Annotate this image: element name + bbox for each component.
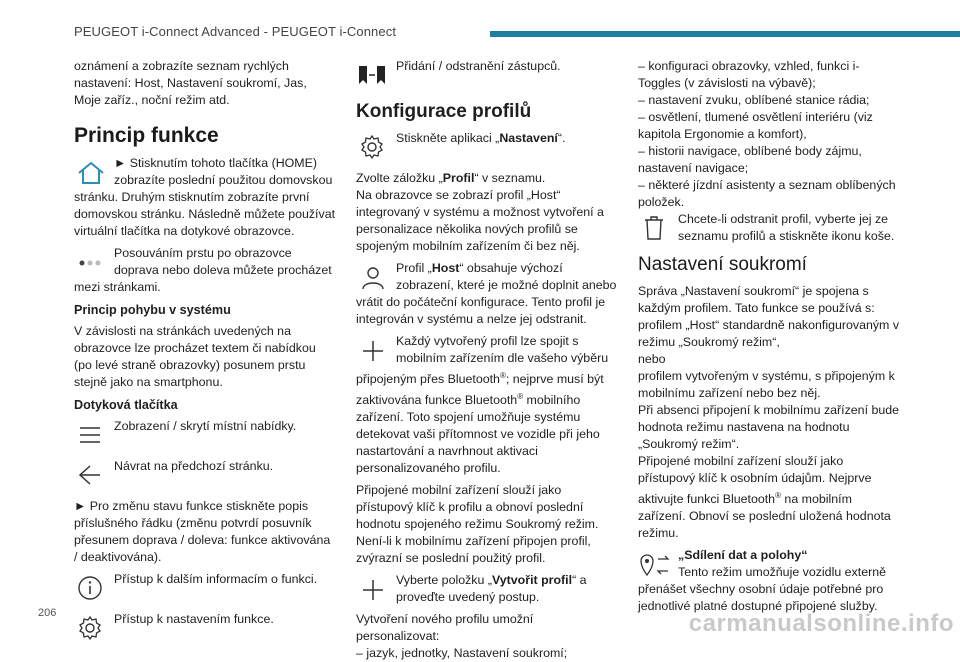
connected-device-paragraph: Připojené mobilní zařízení slouží jako přístupový klíč k profilu a obnoví poslední hodnotu spojeného režimu Soukromý režim.	[356, 483, 599, 532]
subheading-navigation: Princip pohybu v systému	[74, 303, 231, 317]
swipe-text: Posouváním prstu po obrazovce doprava nebo doleva můžete procházet mezi stránkami.	[74, 246, 332, 294]
subheading-touch-buttons: Dotyková tlačítka	[74, 398, 178, 412]
trash-icon	[638, 213, 670, 243]
section-heading-privacy: Nastavení soukromí	[638, 254, 807, 275]
intro-paragraph: oznámení a zobrazíte seznam rychlých nastavení: Host, Nastavení soukromí, Jas, Moje zaříz., noční režim atd.	[74, 59, 307, 107]
column-3	[638, 58, 900, 620]
host-profile-paragraph: Profil „Host“ obsahuje výchozí zobrazení, které je možné doplnit anebo vrátit do počáteční konfigurace. Tento profil je integrován v systému a nelze jej odstranit.	[356, 261, 617, 326]
share-data-paragraph: „Sdílení dat a polohy“ Tento režim umožňuje vozidlu externě přenášet všechny osobní údaje potřebné pro jednotlivé platné dostupné připojené služby.	[638, 548, 886, 614]
shortcut-row	[356, 58, 618, 92]
header-title: PEUGEOT i-Connect Advanced - PEUGEOT i-Connect	[74, 24, 397, 39]
page-dots-icon	[74, 247, 108, 279]
plus-icon	[356, 335, 390, 367]
section-heading-principle: Princip funkce	[74, 124, 219, 147]
personalize-item-1: – jazyk, jednotky, Nastavení soukromí;	[356, 646, 568, 661]
menu-row	[74, 418, 336, 452]
page-number: 206	[38, 607, 57, 619]
privacy-paragraph-5: Při absenci připojení k mobilnímu zařízení bude hodnota režimu nastavena na hodnotu „Soukromý režim“.	[638, 403, 900, 451]
back-arrow-icon	[74, 460, 106, 490]
personalize-item-3: – nastavení zvuku, oblíbené stanice rádia;	[638, 93, 870, 107]
settings-app-row	[356, 130, 618, 164]
personalize-item-2: – konfiguraci obrazovky, vzhled, funkci i-Toggles (v závislosti na výbavě);	[638, 59, 860, 90]
column-2	[356, 58, 618, 662]
toggle-paragraph: ► Pro změnu stavu funkce stiskněte popis příslušného řádku (změnu potvrdí posuvník přesunem doprava / doleva: funkce aktivována / deaktivována).	[74, 499, 331, 564]
personalize-item-6: – některé jízdní asistenty a seznam oblíbených položek.	[638, 178, 896, 209]
gear-icon	[356, 132, 388, 162]
privacy-paragraph-2: profilem „Host“ standardně nakonfigurovaným v režimu „Soukromý režim“,	[638, 318, 900, 349]
profile-tab-text: Zvolte záložku „Profil“ v seznamu.	[356, 171, 546, 185]
back-text: Návrat na předchozí stránku.	[114, 459, 274, 473]
column-1	[74, 58, 336, 651]
menu-text: Zobrazení / skrytí místní nabídky.	[114, 419, 297, 433]
info-text: Přístup k dalším informacím o funkci.	[114, 572, 318, 586]
host-intro-paragraph: Na obrazovce se zobrazí profil „Host“ integrovaný v systému a možnost vytvoření a personalizace několika nových profilů se spojeným mobilním zařízením či bez něj.	[356, 188, 604, 253]
bookmark-shortcut-icon	[356, 60, 388, 90]
home-paragraph	[74, 155, 336, 240]
plus-icon	[356, 574, 390, 606]
create-profile-paragraph: Vyberte položku „Vytvořit profil“ a proveďte uvedený postup.	[356, 572, 618, 606]
header-accent-bar	[490, 31, 960, 37]
location-share-icon	[638, 549, 672, 581]
personalize-item-4: – osvětlení, tlumené osvětlení interiéru (viz kapitola Ergonomie a komfort),	[638, 110, 873, 141]
no-device-paragraph: Není-li k mobilnímu zařízení připojen profil, zvýrazní se poslední použitý profil.	[356, 534, 591, 566]
section-heading-profiles: Konfigurace profilů	[356, 101, 532, 122]
shortcut-text: Přidání / odstranění zástupců.	[396, 59, 561, 73]
personalize-item-5: – historii navigace, oblíbené body zájmu, nastavení navigace;	[638, 144, 862, 175]
home-text: ► Stisknutím tohoto tlačítka (HOME) zobrazíte poslední použitou domovskou stránku. Druhým stisknutím zobrazíte první domovskou stránku. Následně můžete používat virtuální tlačítka na dotykové obrazovce.	[74, 156, 336, 238]
back-row	[74, 458, 336, 492]
privacy-paragraph-1: Správa „Nastavení soukromí“ je spojena s každým profilem. Tato funkce se používá s:	[638, 284, 875, 315]
info-icon	[74, 573, 106, 603]
watermark: carmanualsonline.info	[688, 610, 954, 637]
user-profile-icon	[356, 262, 390, 294]
gear-icon	[74, 613, 106, 643]
info-row	[74, 571, 336, 605]
delete-profile-row	[638, 211, 900, 245]
privacy-paragraph-6: Připojené mobilní zařízení slouží jako přístupový klíč k osobním údajům. Nejprve aktivujte funkci Bluetooth® na mobilním zařízení. Obnoví se poslední uložená hodnota režimu.	[638, 454, 891, 541]
bluetooth-paragraph: Každý vytvořený profil lze spojit s mobilním zařízením dle vašeho výběru připojeným přes Bluetooth®; nejprve musí být zaktivována funkce Bluetooth® mobilního zařízení. Toto spojení umožňuje systému detekovat vaši přítomnost ve vozidle při jeho nastartování a navrhnout aktivaci personalizovaného profilu.	[356, 334, 609, 476]
settings-app-text: Stiskněte aplikaci „Nastavení“.	[396, 131, 566, 145]
personalize-intro: Vytvoření nového profilu umožní personalizovat:	[356, 612, 534, 644]
home-icon	[74, 157, 108, 189]
menu-icon	[74, 420, 106, 450]
settings-text: Přístup k nastavením funkce.	[114, 612, 274, 626]
swipe-paragraph	[74, 245, 336, 296]
navigation-paragraph: V závislosti na stránkách uvedených na obrazovce lze procházet textem či nabídkou (po levé straně obrazovky) posunem prstu stejně jako na smartphonu.	[74, 324, 316, 389]
delete-profile-text: Chcete-li odstranit profil, vyberte jej ze seznamu profilů a stiskněte ikonu koše.	[678, 212, 895, 243]
privacy-paragraph-4: profilem vytvořeným v systému, s připojeným k mobilnímu zařízení nebo bez něj.	[638, 369, 895, 400]
privacy-paragraph-3: nebo	[638, 352, 666, 366]
